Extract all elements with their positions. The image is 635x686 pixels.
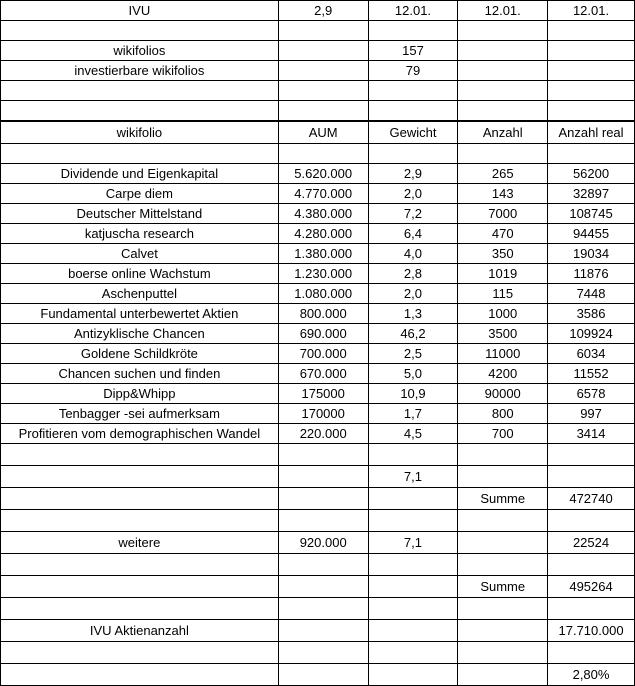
real-count-cell[interactable]: [548, 21, 635, 41]
real-count-cell[interactable]: 6034: [548, 344, 635, 364]
real-count-cell[interactable]: [548, 554, 635, 576]
name-cell[interactable]: Dipp&Whipp: [1, 384, 279, 404]
real-count-cell[interactable]: 6578: [548, 384, 635, 404]
weight-cell[interactable]: [368, 576, 458, 598]
name-cell[interactable]: Profitieren vom demographischen Wandel: [1, 424, 279, 444]
count-cell[interactable]: 350: [458, 244, 548, 264]
weight-cell[interactable]: [368, 554, 458, 576]
name-cell[interactable]: boerse online Wachstum: [1, 264, 279, 284]
weight-cell[interactable]: 4,0: [368, 244, 458, 264]
empty-row: [1, 642, 635, 664]
count-cell[interactable]: 143: [458, 184, 548, 204]
count-cell[interactable]: [458, 510, 548, 532]
count-cell[interactable]: [458, 101, 548, 122]
count-cell[interactable]: 1019: [458, 264, 548, 284]
wikifolios-count-row: [1, 41, 635, 61]
weight-cell[interactable]: 4,5: [368, 424, 458, 444]
name-cell[interactable]: Carpe diem: [1, 184, 279, 204]
weight-cell[interactable]: 5,0: [368, 364, 458, 384]
count-cell[interactable]: 115: [458, 284, 548, 304]
real-count-cell[interactable]: [548, 81, 635, 101]
real-count-cell[interactable]: 22524: [548, 532, 635, 554]
others-row: [1, 532, 635, 554]
name-cell[interactable]: Goldene Schildkröte: [1, 344, 279, 364]
wikifolio-row: [1, 424, 635, 444]
name-cell[interactable]: [1, 488, 279, 510]
weight-cell[interactable]: 2,8: [368, 264, 458, 284]
wikifolio-row: [1, 364, 635, 384]
aum-cell[interactable]: 1.080.000: [278, 284, 368, 304]
count-cell[interactable]: 3500: [458, 324, 548, 344]
name-cell[interactable]: Tenbagger -sei aufmerksam: [1, 404, 279, 424]
real-count-cell[interactable]: 7448: [548, 284, 635, 304]
aum-cell[interactable]: [278, 144, 368, 164]
aum-cell[interactable]: 4.380.000: [278, 204, 368, 224]
real-count-cell[interactable]: [548, 466, 635, 488]
count-cell[interactable]: [458, 664, 548, 686]
name-cell[interactable]: IVU Aktienanzahl: [1, 620, 279, 642]
aum-cell[interactable]: 220.000: [278, 424, 368, 444]
name-cell[interactable]: [1, 81, 279, 101]
name-cell[interactable]: [1, 21, 279, 41]
empty-row: [1, 101, 635, 122]
aum-cell[interactable]: 1.230.000: [278, 264, 368, 284]
name-cell[interactable]: Antizyklische Chancen: [1, 324, 279, 344]
header-row: [1, 121, 635, 144]
title-row: [1, 1, 635, 21]
wikifolio-row: [1, 284, 635, 304]
wikifolio-row: [1, 304, 635, 324]
spreadsheet-body: [1, 1, 635, 686]
average-weight-row: [1, 466, 635, 488]
empty-row: [1, 21, 635, 41]
weight-cell[interactable]: 10,9: [368, 384, 458, 404]
count-cell[interactable]: [458, 466, 548, 488]
empty-row: [1, 598, 635, 620]
real-count-cell[interactable]: 19034: [548, 244, 635, 264]
aum-cell[interactable]: 4.280.000: [278, 224, 368, 244]
count-cell[interactable]: 800: [458, 404, 548, 424]
name-cell[interactable]: weitere: [1, 532, 279, 554]
weight-cell[interactable]: [368, 510, 458, 532]
aum-cell[interactable]: 690.000: [278, 324, 368, 344]
real-count-cell[interactable]: [548, 642, 635, 664]
name-cell[interactable]: Fundamental unterbewertet Aktien: [1, 304, 279, 324]
weight-cell[interactable]: 157: [368, 41, 458, 61]
real-count-cell[interactable]: 17.710.000: [548, 620, 635, 642]
aum-cell[interactable]: 175000: [278, 384, 368, 404]
weight-cell[interactable]: 7,2: [368, 204, 458, 224]
weight-cell[interactable]: 2,0: [368, 284, 458, 304]
name-cell[interactable]: IVU: [1, 1, 279, 21]
name-cell[interactable]: Calvet: [1, 244, 279, 264]
weight-cell[interactable]: 2,9: [368, 164, 458, 184]
weight-cell[interactable]: 7,1: [368, 532, 458, 554]
name-cell[interactable]: katjuscha research: [1, 224, 279, 244]
name-cell[interactable]: Deutscher Mittelstand: [1, 204, 279, 224]
weight-cell[interactable]: [368, 144, 458, 164]
real-count-cell[interactable]: 3414: [548, 424, 635, 444]
real-count-cell[interactable]: 109924: [548, 324, 635, 344]
aum-cell[interactable]: [278, 101, 368, 122]
aum-cell[interactable]: [278, 576, 368, 598]
name-cell[interactable]: [1, 598, 279, 620]
aum-cell[interactable]: [278, 466, 368, 488]
name-cell[interactable]: [1, 664, 279, 686]
aum-cell[interactable]: 800.000: [278, 304, 368, 324]
empty-row: [1, 510, 635, 532]
count-cell[interactable]: Anzahl: [458, 121, 548, 144]
ivu-share-count-row: [1, 620, 635, 642]
name-cell[interactable]: wikifolio: [1, 121, 279, 144]
weight-cell[interactable]: 46,2: [368, 324, 458, 344]
aum-cell[interactable]: [278, 642, 368, 664]
total-row: [1, 576, 635, 598]
empty-row: [1, 554, 635, 576]
aum-cell[interactable]: AUM: [278, 121, 368, 144]
real-count-cell[interactable]: 997: [548, 404, 635, 424]
real-count-cell[interactable]: 3586: [548, 304, 635, 324]
aum-cell[interactable]: 2,9: [278, 1, 368, 21]
weight-cell[interactable]: [368, 664, 458, 686]
weight-cell[interactable]: [368, 642, 458, 664]
weight-cell[interactable]: [368, 101, 458, 122]
count-cell[interactable]: [458, 444, 548, 466]
weight-cell[interactable]: 7,1: [368, 466, 458, 488]
name-cell[interactable]: [1, 466, 279, 488]
aum-cell[interactable]: 4.770.000: [278, 184, 368, 204]
wikifolio-row: [1, 404, 635, 424]
count-cell[interactable]: [458, 554, 548, 576]
wikifolio-row: [1, 164, 635, 184]
weight-cell[interactable]: 1,7: [368, 404, 458, 424]
empty-row: [1, 444, 635, 466]
wikifolio-row: [1, 244, 635, 264]
real-count-cell[interactable]: 12.01.: [548, 1, 635, 21]
aum-cell[interactable]: [278, 21, 368, 41]
count-cell[interactable]: 7000: [458, 204, 548, 224]
wikifolio-row: [1, 264, 635, 284]
weight-cell[interactable]: [368, 598, 458, 620]
aum-cell[interactable]: [278, 510, 368, 532]
aum-cell[interactable]: [278, 664, 368, 686]
real-count-cell[interactable]: 11876: [548, 264, 635, 284]
real-count-cell[interactable]: 11552: [548, 364, 635, 384]
real-count-cell[interactable]: 108745: [548, 204, 635, 224]
name-cell[interactable]: [1, 444, 279, 466]
name-cell[interactable]: [1, 642, 279, 664]
weight-cell[interactable]: Gewicht: [368, 121, 458, 144]
wikifolio-row: [1, 384, 635, 404]
real-count-cell[interactable]: 472740: [548, 488, 635, 510]
aum-cell[interactable]: 5.620.000: [278, 164, 368, 184]
name-cell[interactable]: investierbare wikifolios: [1, 61, 279, 81]
name-cell[interactable]: [1, 144, 279, 164]
real-count-cell[interactable]: [548, 510, 635, 532]
real-count-cell[interactable]: [548, 444, 635, 466]
wikifolio-row: [1, 224, 635, 244]
weight-cell[interactable]: 79: [368, 61, 458, 81]
name-cell[interactable]: Aschenputtel: [1, 284, 279, 304]
aum-cell[interactable]: [278, 554, 368, 576]
count-cell[interactable]: 1000: [458, 304, 548, 324]
count-cell[interactable]: [458, 620, 548, 642]
aum-cell[interactable]: 700.000: [278, 344, 368, 364]
aum-cell[interactable]: [278, 598, 368, 620]
count-cell[interactable]: Summe: [458, 488, 548, 510]
real-count-cell[interactable]: [548, 144, 635, 164]
name-cell[interactable]: [1, 576, 279, 598]
real-count-cell[interactable]: [548, 41, 635, 61]
aum-cell[interactable]: 920.000: [278, 532, 368, 554]
aum-cell[interactable]: 1.380.000: [278, 244, 368, 264]
name-cell[interactable]: [1, 554, 279, 576]
weight-cell[interactable]: 2,5: [368, 344, 458, 364]
name-cell[interactable]: wikifolios: [1, 41, 279, 61]
weight-cell[interactable]: [368, 444, 458, 466]
count-cell[interactable]: 700: [458, 424, 548, 444]
count-cell[interactable]: 11000: [458, 344, 548, 364]
aum-cell[interactable]: [278, 81, 368, 101]
weight-cell[interactable]: [368, 81, 458, 101]
aum-cell[interactable]: [278, 488, 368, 510]
count-cell[interactable]: [458, 642, 548, 664]
count-cell[interactable]: [458, 81, 548, 101]
wikifolio-row: [1, 324, 635, 344]
name-cell[interactable]: [1, 101, 279, 122]
real-count-cell[interactable]: [548, 598, 635, 620]
real-count-cell[interactable]: 56200: [548, 164, 635, 184]
count-cell[interactable]: [458, 598, 548, 620]
weight-cell[interactable]: [368, 488, 458, 510]
aum-cell[interactable]: 170000: [278, 404, 368, 424]
real-count-cell[interactable]: [548, 61, 635, 81]
name-cell[interactable]: Dividende und Eigenkapital: [1, 164, 279, 184]
count-cell[interactable]: 90000: [458, 384, 548, 404]
real-count-cell[interactable]: 94455: [548, 224, 635, 244]
investable-count-row: [1, 61, 635, 81]
real-count-cell[interactable]: Anzahl real: [548, 121, 635, 144]
count-cell[interactable]: 12.01.: [458, 1, 548, 21]
percentage-row: [1, 664, 635, 686]
count-cell[interactable]: 265: [458, 164, 548, 184]
count-cell[interactable]: [458, 144, 548, 164]
empty-row: [1, 144, 635, 164]
wikifolio-row: [1, 184, 635, 204]
count-cell[interactable]: [458, 61, 548, 81]
real-count-cell[interactable]: [548, 101, 635, 122]
count-cell[interactable]: [458, 532, 548, 554]
real-count-cell[interactable]: 495264: [548, 576, 635, 598]
aum-cell[interactable]: [278, 620, 368, 642]
wikifolio-row: [1, 204, 635, 224]
weight-cell[interactable]: [368, 620, 458, 642]
real-count-cell[interactable]: 2,80%: [548, 664, 635, 686]
weight-cell[interactable]: 6,4: [368, 224, 458, 244]
weight-cell[interactable]: 12.01.: [368, 1, 458, 21]
count-cell[interactable]: 470: [458, 224, 548, 244]
weight-cell[interactable]: [368, 21, 458, 41]
count-cell[interactable]: [458, 41, 548, 61]
count-cell[interactable]: [458, 21, 548, 41]
count-cell[interactable]: Summe: [458, 576, 548, 598]
aum-cell[interactable]: [278, 444, 368, 466]
name-cell[interactable]: [1, 510, 279, 532]
weight-cell[interactable]: 1,3: [368, 304, 458, 324]
aum-cell[interactable]: [278, 41, 368, 61]
aum-cell[interactable]: 670.000: [278, 364, 368, 384]
real-count-cell[interactable]: 32897: [548, 184, 635, 204]
wikifolio-row: [1, 344, 635, 364]
name-cell[interactable]: Chancen suchen und finden: [1, 364, 279, 384]
empty-row: [1, 81, 635, 101]
subtotal-row: [1, 488, 635, 510]
aum-cell[interactable]: [278, 61, 368, 81]
weight-cell[interactable]: 2,0: [368, 184, 458, 204]
count-cell[interactable]: 4200: [458, 364, 548, 384]
